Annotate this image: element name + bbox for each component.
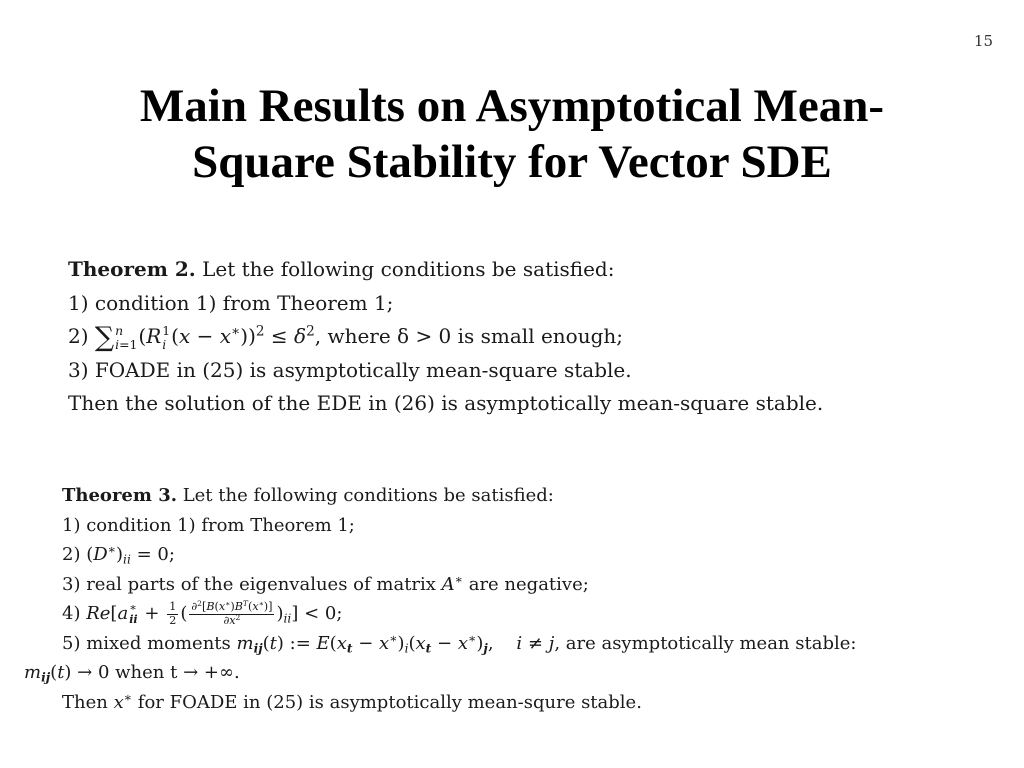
page-number: 15: [974, 32, 994, 50]
theorem-2-condition-2: [68, 320, 823, 354]
theorem-3-condition-1: 1) condition 1) from Theorem 1;: [62, 514, 355, 536]
theorem-3-condition-5-cont-formula: $m_{ij}(t) \to 0$: [24, 662, 110, 685]
theorem-3-condition-5-formula: $m_{ij}(t)$ := $E(x_t - x^∗)_i(x_t - x^∗)_j$, i ≠ j: [236, 630, 555, 656]
theorem-2-condition-2-formula: ∑ n i=1 (R 1 i $(x - x^∗))^2 \le \delta^2$: [94, 322, 315, 354]
theorem-2-condition-3: 3) FOADE in (25) is asymptotically mean-square stable.: [68, 357, 632, 382]
slide-title-line-1: Main Results on Asymptotical Mean-: [139, 80, 885, 132]
theorem-2-condition-1: 1) condition 1) from Theorem 1;: [68, 290, 394, 315]
theorem-3-condition-5-cont-suffix: when t → +∞.: [109, 662, 240, 683]
theorem-3-condition-2-formula: $(D^∗)_{ii} = 0$;: [86, 542, 175, 567]
theorem-3-condition-4-prefix: 4): [62, 603, 87, 624]
theorem-3-heading: [62, 481, 856, 511]
theorem-3-condition-5-suffix: , are asymptotically mean stable:: [554, 632, 857, 654]
theorem-3-conclusion-prefix: Then: [62, 691, 114, 713]
theorem-3-block: [24, 481, 857, 717]
theorem-2-condition-2-suffix: , where δ > 0 is small enough;: [314, 324, 624, 348]
theorem-3-label: Theorem 3.: [62, 485, 177, 506]
theorem-3-condition-2: [62, 540, 856, 570]
theorem-2-heading: [68, 253, 823, 287]
theorem-3-conclusion: [62, 688, 856, 718]
theorem-2-intro: Let the following conditions be satisfied:: [195, 257, 615, 281]
theorem-3-condition-5-prefix: 5) mixed moments: [62, 632, 237, 654]
theorem-3-condition-4: [62, 599, 856, 629]
theorem-3-conclusion-suffix: for FOADE in (25) is asymptotically mean-squre stable.: [132, 691, 642, 713]
theorem-3-condition-4-formula: Re[a ∗ ii + $\frac{1}{2}$ ( $\frac{\partial^2[B(x^∗)B^T(x^∗)]}{\partial x^2}$ )$_{ii}] < 0$;: [86, 598, 343, 627]
theorem-3-condition-5-continuation: [24, 658, 856, 688]
theorem-3-conclusion-formula: x∗: [113, 689, 133, 713]
theorem-3-intro: Let the following conditions be satisfied:: [176, 485, 554, 506]
theorem-2-conclusion: Then the solution of the EDE in (26) is asymptotically mean-square stable.: [68, 391, 824, 415]
slide-title-line-2: Square Stability for Vector SDE: [192, 136, 832, 188]
theorem-2-condition-2-prefix: 2): [68, 324, 95, 348]
theorem-3-condition-3-formula: A∗: [441, 571, 463, 595]
theorem-3-condition-3-suffix: are negative;: [463, 573, 589, 595]
slide-title: [40, 78, 984, 190]
theorem-3-condition-5: [62, 629, 856, 659]
theorem-2-label: Theorem 2.: [68, 257, 196, 281]
theorem-3-condition-2-prefix: 2): [62, 544, 87, 565]
theorem-2-block: [68, 253, 823, 421]
theorem-3-condition-3-prefix: 3) real parts of the eigenvalues of matrix: [62, 573, 442, 595]
theorem-3-condition-3: [62, 570, 856, 600]
